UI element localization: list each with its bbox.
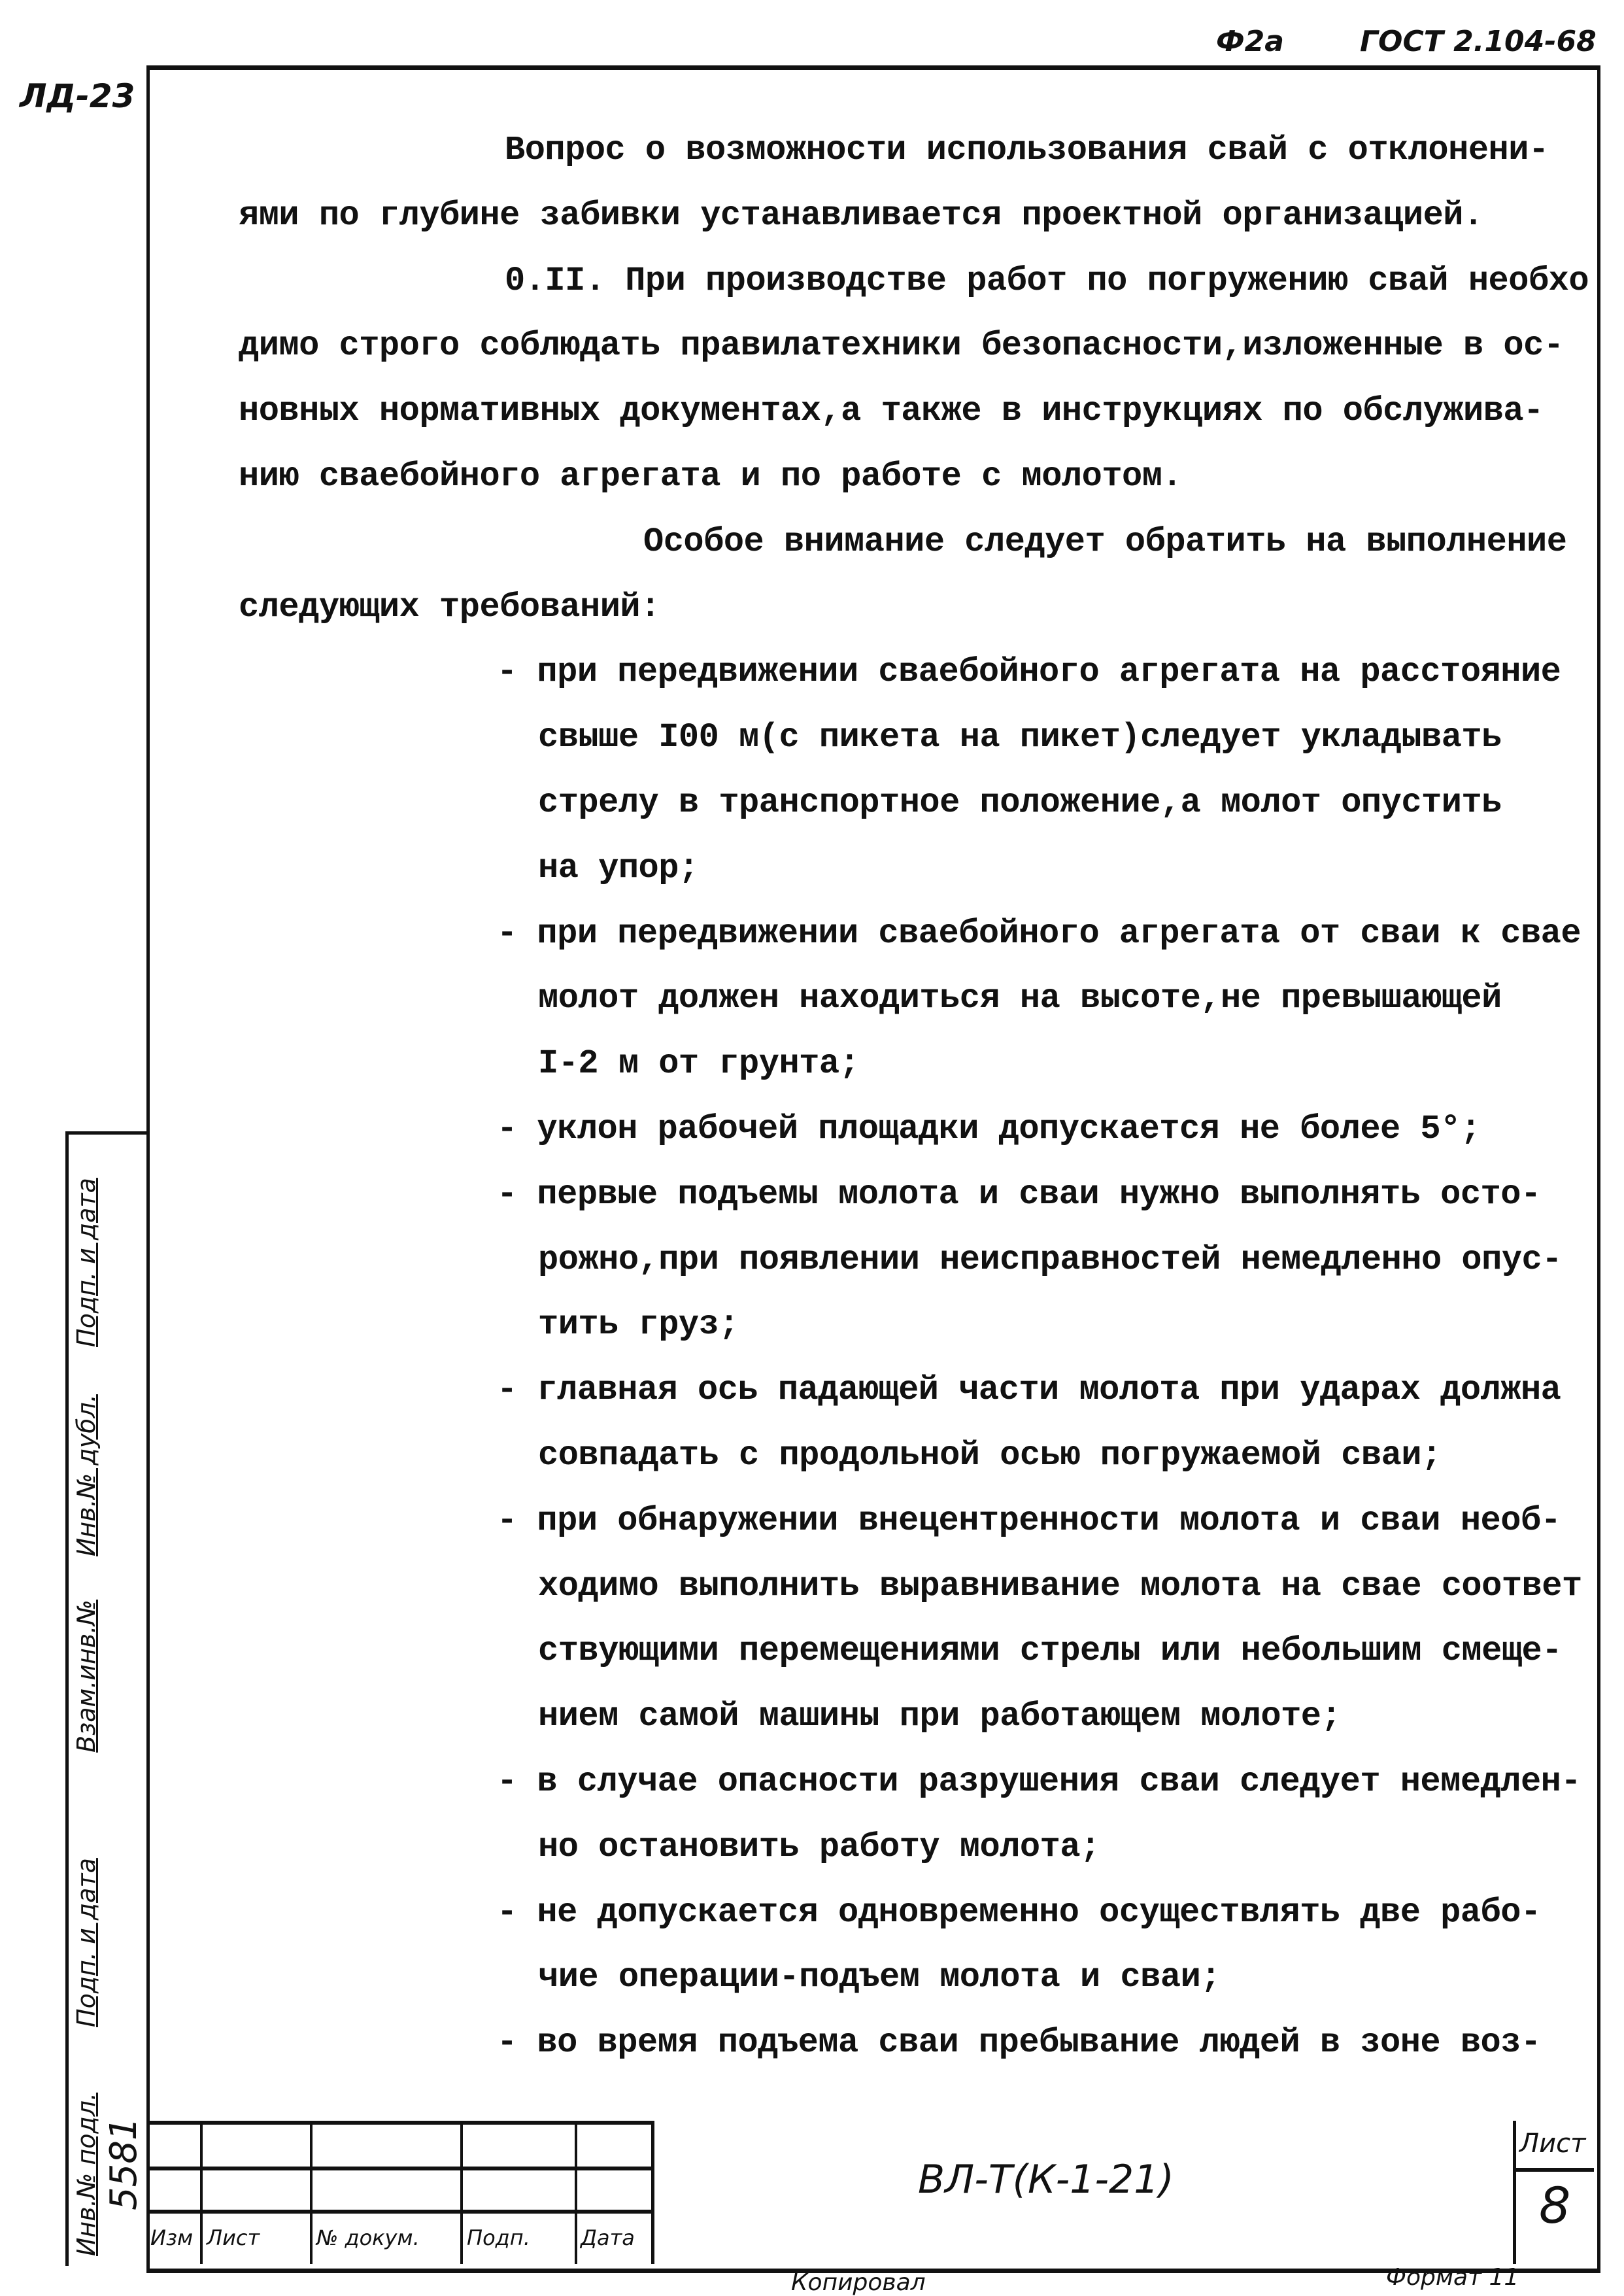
text-line: молот должен находиться на высоте,не превышающей: [538, 979, 1502, 1018]
list-item-line: - при передвижении сваебойного агрегата от сваи к свае: [497, 914, 1582, 953]
list-item-line: - не допускается одновременно осуществлять две рабо-: [497, 1893, 1541, 1932]
document-designation: ВЛ-Т(К-1-21): [918, 2157, 1174, 2202]
format-label: Формат 11: [1386, 2264, 1519, 2291]
text-line: Вопрос о возможности использования свай с отклонени-: [505, 131, 1549, 169]
margin-label-sign-date-2: Подп. и дата: [72, 1178, 101, 1347]
text-line: I-2 м от грунта;: [538, 1044, 860, 1084]
margin-label-sign-date: Подп. и дата: [72, 1858, 101, 2027]
text-line: ями по глубине забивки устанавливается проектной организацией.: [239, 196, 1483, 235]
col-sheet: Лист: [207, 2225, 260, 2250]
copied-label: Копировал: [791, 2269, 926, 2296]
col-change: Изм: [150, 2225, 194, 2250]
col-signature: Подп.: [467, 2225, 530, 2250]
margin-label-replace-inv: Взам.инв.№: [72, 1600, 101, 1753]
inventory-number: 5581: [103, 2117, 145, 2210]
title-block: [146, 2121, 1594, 2264]
text-line: на упор;: [538, 848, 699, 887]
list-item-line: - во время подъема сваи пребывание людей в зоне воз-: [497, 2023, 1541, 2063]
col-date: Дата: [581, 2225, 635, 2250]
text-line: новных нормативных документах,а также в инструкциях по обслужива-: [239, 392, 1544, 431]
text-line: ствующими перемещениями стрелы или небольшим смеще-: [538, 1632, 1562, 1671]
sheet-label: Лист: [1519, 2129, 1586, 2159]
text-line: нием самой машины при работающем молоте;: [538, 1697, 1342, 1736]
text-line: стрелу в транспортное положение,а молот опустить: [538, 783, 1502, 822]
body-text: [0, 118, 1624, 2076]
text-line: совпадать с продольной осью погружаемой сваи;: [538, 1435, 1442, 1475]
list-item-line: - при обнаружении внецентренности молота и сваи необ-: [497, 1501, 1561, 1540]
list-item-line: - первые подъемы молота и сваи нужно выполнять осто-: [497, 1174, 1541, 1214]
text-line: тить груз;: [538, 1305, 739, 1345]
list-item-line: - уклон рабочей площадки допускается не более 5°;: [497, 1109, 1481, 1148]
margin-strip-top: [65, 1131, 148, 1135]
list-item-line: - в случае опасности разрушения сваи следует немедлен-: [497, 1762, 1582, 1801]
text-line: димо строго соблюдать правилатехники безопасности,изложенные в ос-: [239, 326, 1564, 366]
sheet-number: 8: [1539, 2176, 1571, 2235]
list-item-line: - главная ось падающей части молота при ударах должна: [497, 1371, 1561, 1410]
text-line: рожно,при появлении неисправностей немедленно опус-: [538, 1240, 1562, 1279]
margin-label-dup-inv: Инв.№ дубл.: [72, 1394, 101, 1556]
text-line: свыше I00 м(с пикета на пикет)следует укладывать: [538, 718, 1502, 757]
margin-label-orig-inv: Инв.№ подл.: [72, 2092, 101, 2256]
text-line: следующих требований:: [239, 587, 660, 626]
text-line: Особое внимание следует обратить на выполнение: [643, 522, 1567, 561]
list-item-line: - при передвижении сваебойного агрегата на расстояние: [497, 653, 1561, 692]
text-line: но остановить работу молота;: [538, 1827, 1100, 1866]
text-line: чие операции-подъем молота и сваи;: [538, 1958, 1221, 1997]
margin-strip-line: [65, 1131, 69, 2266]
text-line: 0.II. При производстве работ по погружению свай необхо: [505, 261, 1589, 300]
col-doc-number: № докум.: [316, 2225, 420, 2250]
standard-reference: ГОСТ 2.104-68: [1360, 25, 1597, 58]
corner-code: ЛД-23: [20, 77, 135, 115]
text-line: ходимо выполнить выравнивание молота на свае соответ: [538, 1566, 1582, 1605]
format-mark: Ф2а: [1216, 25, 1284, 58]
text-line: нию сваебойного агрегата и по работе с молотом.: [239, 456, 1183, 496]
